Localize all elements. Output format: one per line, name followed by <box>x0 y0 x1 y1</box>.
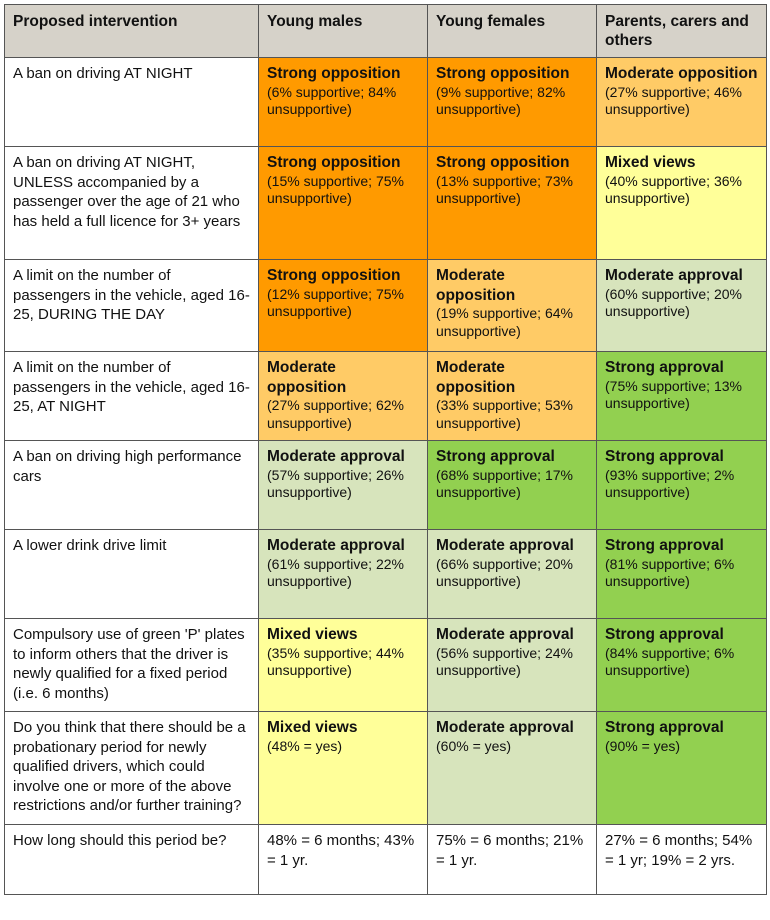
header-proposed-intervention: Proposed intervention <box>5 5 259 58</box>
verdict-label: Strong opposition <box>267 267 401 284</box>
support-detail: (84% supportive; 6% unsupportive) <box>605 644 735 678</box>
intervention-cell: Do you think that there should be a probationary period for newly qualified drivers, which could involve one or more of the above restrictions and/or further training? <box>5 712 259 825</box>
table-row <box>5 619 767 712</box>
support-detail: (6% supportive; 84% unsupportive) <box>267 83 397 117</box>
verdict-label: Strong approval <box>605 448 724 465</box>
header-parents-carers-others: Parents, carers and others <box>597 5 767 58</box>
verdict-label: Moderate approval <box>436 719 574 736</box>
table-row <box>5 825 767 895</box>
header-young-males: Young males <box>259 5 428 58</box>
intervention-cell: A lower drink drive limit <box>5 530 259 619</box>
response-cell <box>428 712 597 825</box>
verdict-label: Moderate approval <box>267 448 405 465</box>
header-row <box>5 5 767 58</box>
table-row <box>5 712 767 825</box>
support-detail: (93% supportive; 2% unsupportive) <box>605 466 735 500</box>
verdict-label: Mixed views <box>605 154 696 171</box>
response-cell <box>259 441 428 530</box>
response-cell <box>597 619 767 712</box>
verdict-label: Moderate approval <box>436 626 574 643</box>
period-detail: 27% = 6 months; 54% = 1 yr; 19% = 2 yrs. <box>605 832 753 869</box>
verdict-label: Strong opposition <box>267 65 401 82</box>
response-cell <box>428 619 597 712</box>
table-row <box>5 352 767 441</box>
response-cell <box>259 147 428 260</box>
table-row <box>5 530 767 619</box>
intervention-cell: A ban on driving AT NIGHT, UNLESS accompanied by a passenger over the age of 21 who has held a full licence for 3+ years <box>5 147 259 260</box>
verdict-label: Moderate opposition <box>436 267 516 304</box>
verdict-label: Moderate opposition <box>436 359 516 396</box>
support-detail: (56% supportive; 24% unsupportive) <box>436 644 573 678</box>
support-detail: (33% supportive; 53% unsupportive) <box>436 397 573 431</box>
support-detail: (27% supportive; 62% unsupportive) <box>267 397 404 431</box>
table-row <box>5 58 767 147</box>
verdict-label: Mixed views <box>267 719 358 736</box>
support-detail: (35% supportive; 44% unsupportive) <box>267 644 404 678</box>
response-cell <box>597 441 767 530</box>
support-detail: (15% supportive; 75% unsupportive) <box>267 172 404 206</box>
intervention-cell: A ban on driving AT NIGHT <box>5 58 259 147</box>
support-detail: (57% supportive; 26% unsupportive) <box>267 466 404 500</box>
response-cell <box>597 352 767 441</box>
intervention-cell: A ban on driving high performance cars <box>5 441 259 530</box>
response-cell <box>597 260 767 352</box>
support-detail: (9% supportive; 82% unsupportive) <box>436 83 566 117</box>
verdict-label: Moderate approval <box>267 537 405 554</box>
support-detail: (90% = yes) <box>605 737 681 754</box>
support-detail: (60% supportive; 20% unsupportive) <box>605 285 742 319</box>
response-cell <box>597 530 767 619</box>
support-detail: (81% supportive; 6% unsupportive) <box>605 555 735 589</box>
response-cell <box>259 530 428 619</box>
support-detail: (60% = yes) <box>436 737 512 754</box>
verdict-label: Strong approval <box>436 448 555 465</box>
intervention-cell: How long should this period be? <box>5 825 259 895</box>
verdict-label: Strong opposition <box>436 65 570 82</box>
intervention-cell: A limit on the number of passengers in the vehicle, aged 16-25, AT NIGHT <box>5 352 259 441</box>
response-cell <box>259 260 428 352</box>
table-body <box>5 58 767 895</box>
verdict-label: Mixed views <box>267 626 358 643</box>
response-cell <box>597 825 767 895</box>
response-cell <box>259 825 428 895</box>
response-cell <box>259 619 428 712</box>
period-detail: 48% = 6 months; 43% = 1 yr. <box>267 832 415 869</box>
support-detail: (61% supportive; 22% unsupportive) <box>267 555 404 589</box>
table-row <box>5 441 767 530</box>
verdict-label: Strong approval <box>605 359 724 376</box>
response-cell <box>597 712 767 825</box>
verdict-label: Strong opposition <box>267 154 401 171</box>
header-young-females: Young females <box>428 5 597 58</box>
support-detail: (40% supportive; 36% unsupportive) <box>605 172 742 206</box>
verdict-label: Moderate opposition <box>267 359 347 396</box>
response-cell <box>597 147 767 260</box>
verdict-label: Strong approval <box>605 537 724 554</box>
support-detail: (68% supportive; 17% unsupportive) <box>436 466 573 500</box>
verdict-label: Moderate opposition <box>605 65 758 82</box>
response-cell <box>597 58 767 147</box>
response-cell <box>259 712 428 825</box>
verdict-label: Moderate approval <box>605 267 743 284</box>
intervention-cell: Compulsory use of green 'P' plates to inform others that the driver is newly qualified for a fixed period (i.e. 6 months) <box>5 619 259 712</box>
response-cell <box>428 530 597 619</box>
table-row <box>5 260 767 352</box>
support-detail: (12% supportive; 75% unsupportive) <box>267 285 404 319</box>
support-detail: (27% supportive; 46% unsupportive) <box>605 83 742 117</box>
response-cell <box>428 260 597 352</box>
period-detail: 75% = 6 months; 21% = 1 yr. <box>436 832 584 869</box>
response-cell <box>428 825 597 895</box>
verdict-label: Strong opposition <box>436 154 570 171</box>
support-detail: (75% supportive; 13% unsupportive) <box>605 377 742 411</box>
table-row <box>5 147 767 260</box>
verdict-label: Moderate approval <box>436 537 574 554</box>
intervention-table <box>4 4 767 895</box>
verdict-label: Strong approval <box>605 719 724 736</box>
response-cell <box>259 58 428 147</box>
support-detail: (13% supportive; 73% unsupportive) <box>436 172 573 206</box>
response-cell <box>428 147 597 260</box>
verdict-label: Strong approval <box>605 626 724 643</box>
response-cell <box>259 352 428 441</box>
response-cell <box>428 352 597 441</box>
support-detail: (66% supportive; 20% unsupportive) <box>436 555 573 589</box>
response-cell <box>428 58 597 147</box>
support-detail: (48% = yes) <box>267 737 343 754</box>
response-cell <box>428 441 597 530</box>
intervention-cell: A limit on the number of passengers in the vehicle, aged 16-25, DURING THE DAY <box>5 260 259 352</box>
support-detail: (19% supportive; 64% unsupportive) <box>436 305 573 339</box>
